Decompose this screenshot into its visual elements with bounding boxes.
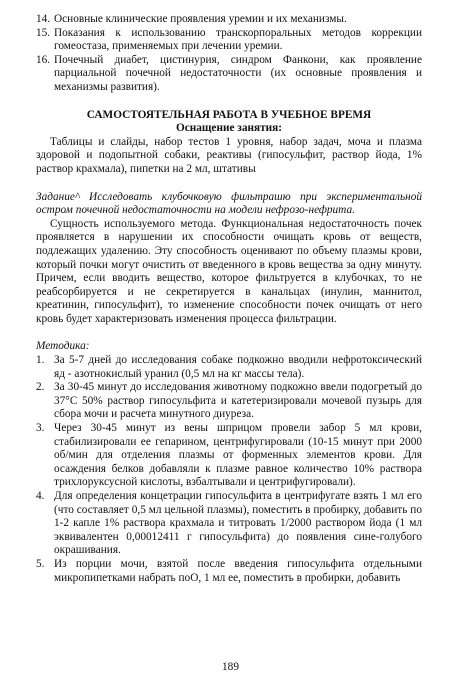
step-number: 1. [36,354,45,367]
method-step [36,422,422,490]
method-step [36,381,422,422]
step-text: За 5-7 дней до исследования собаке подкожно вводили нефротоксический яд - азотнокислый уранил (0,5 мл на кг массы тела). [54,354,422,380]
step-text: За 30-45 минут до исследования животному подкожно ввели подогретый до 37°С 50% раствор гипосульфита и катетеризировали мочевой пузырь для сбора мочи и расчета минутного диуреза. [54,381,422,421]
question-text: Почечный диабет, цистинурия, синдром Фанкони, как проявление парциальной почечной недостаточности (их основные проявления и механизмы развития). [54,53,422,93]
step-number: 4. [36,490,45,502]
question-item [36,27,422,54]
step-text: Через 30-45 минут из вены шприцом провели забор 5 мл крови, стабилизировали ее гепарином, центрифугировали (10-15 минут при 2000 об/мин для отделения плазмы от форменных элементов крови. Для осаждения белков добавляли к плазме равное количество 10% раствора трихлоруксусной кислоты, взбалтывали и центрифугировали). [54,422,422,489]
page-number: 189 [222,661,239,673]
question-number: 15. [36,26,51,39]
question-number: 16. [36,53,51,66]
section-title: САМОСТОЯТЕЛЬНАЯ РАБОТА В УЧЕБНОЕ ВРЕМЯ [86,108,372,121]
method-step [36,490,422,558]
step-text: Для определения концетрации гипосульфита в центрифугате взять 1 мл его (что составляет 0,5 мл цельной плазмы), поместить в пробирку, добавить по 1-2 капле 1% раствора крахмала и титровать 1/2000 раствором йода (1 мл эквивалентен 0,00012411 г гипосульфита) до появления сине-голубого окрашивания. [54,490,422,557]
question-list [36,13,422,95]
equipment-title: Оснащение занятия: [175,122,283,135]
question-text: Показания к использованию транскорпоральных методов коррекции гомеостаза, применяемых при лечении уремии. [54,26,422,53]
question-number: 14. [36,13,51,25]
step-number: 2. [36,381,45,394]
question-text: Основные клинические проявления уремии и их механизмы. [54,13,347,25]
step-number: 5. [36,557,45,570]
task-text: Задание^ Исследовать клубочковую фильтрашю при экспериментальной остром почечной недостаточности на модели нефрозо-нефрита. [36,190,422,217]
method-step [36,354,422,381]
method-label: Методика: [36,340,90,353]
method-step [36,558,422,585]
method-steps [36,354,422,585]
equipment-text: Таблицы и слайды, набор тестов 1 уровня, набор задач, моча и плазма здоровой и подопытной собаки, реактивы (гипосульфит, раствор йода, 1% раствор крахмала), пипетки на 2 мл, штативы [36,135,422,175]
question-item [36,54,422,95]
essence-text: Сущность используемого метода. Функциональная недостаточность почек проявляется в нарушении их способности очищать кровь от веществ, подлежащих удалению. Эту способность оценивают по объему плазмы крови, который почки могут очистить от введенного в кровь вещества за одну минуту. Причем, если вводить вещество, которое фильтруется в клубочках, то не реабсорбируется и не секретируется в канальцах (инулин, маннитол, креатинин, гипосульфит), то изменение способности почек очищать от него кровь будет характеризовать изменения процесса фильтрации. [36,217,422,325]
question-item [36,13,422,27]
step-text: Из порции мочи, взятой после введения гипосульфита отдельными микропипетками набрать поО, 1 мл ее, поместить в пробирки, добавить [54,557,422,584]
step-number: 3. [36,422,45,435]
